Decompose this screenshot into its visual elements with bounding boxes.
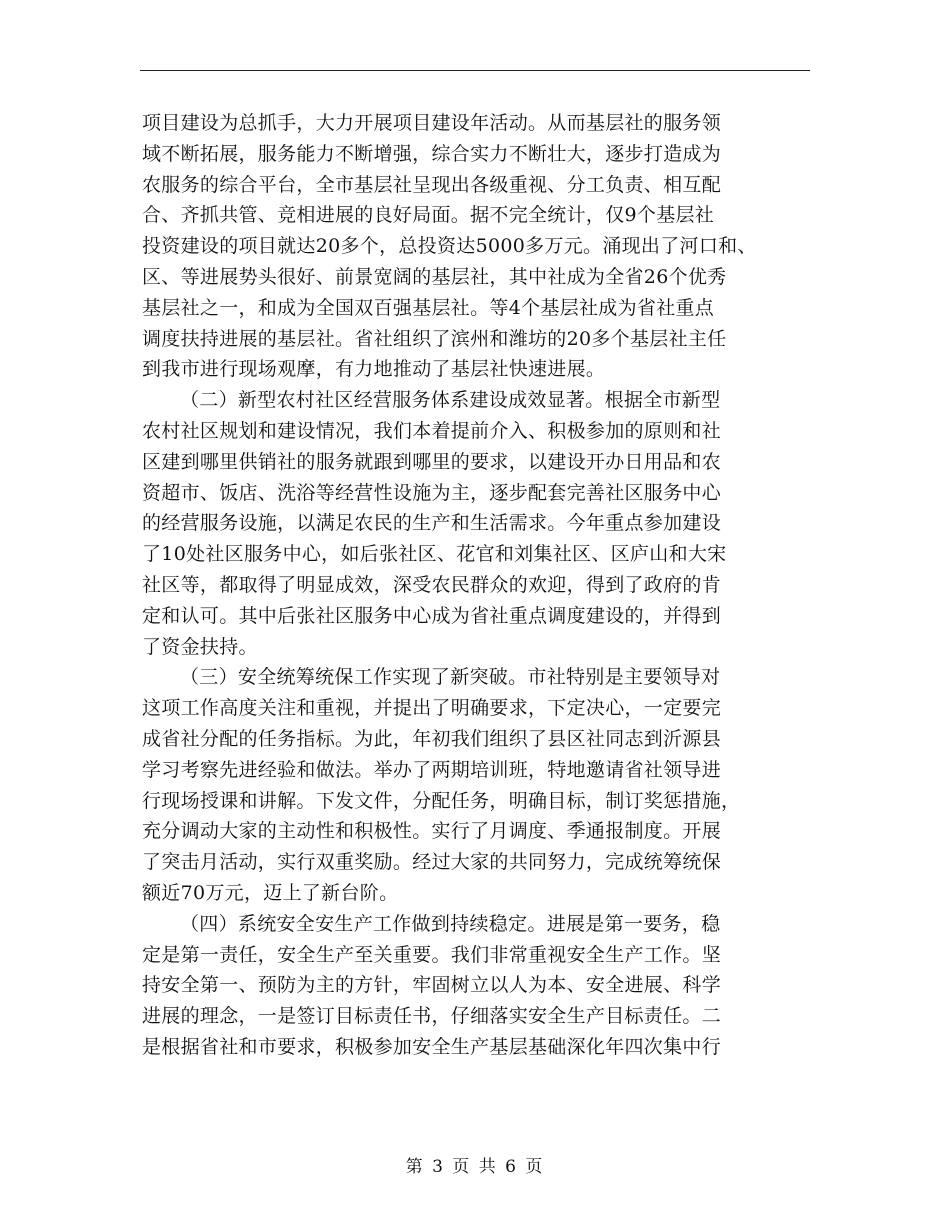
text-line: 了资金扶持。 (142, 635, 258, 658)
text-line: 的经营服务设施，以满足农民的生产和生活需求。今年重点参加建设 (142, 512, 722, 535)
header-rule (140, 70, 810, 71)
text-line: 项目建设为总抓手，大力开展项目建设年活动。从而基层社的服务领 (142, 112, 722, 134)
text-line: 了10处社区服务中心，如后张社区、花官和刘集社区、区庐山和大宋 (142, 543, 727, 566)
text-line: 行现场授课和讲解。下发文件，分配任务，明确目标，制订奖惩措施， (142, 789, 741, 812)
text-line: 到我市进行现场观摩，有力地推动了基层社快速进展。 (142, 358, 606, 381)
text-line: 农村社区规划和建设情况，我们本着提前介入、积极参加的原则和社 (142, 419, 722, 442)
text-line: 学习考察先进经验和做法。举办了两期培训班，特地邀请省社领导进 (142, 758, 722, 781)
text-line: 额近70万元，迈上了新台阶。 (142, 881, 399, 904)
text-line: 基层社之一，和成为全国双百强基层社。等4个基层社成为省社重点 (142, 296, 715, 319)
paragraph-first-line: （三）安全统筹统保工作实现了新突破。市社特别是主要领导对 (180, 666, 721, 689)
text-line: 资超市、饭店、洗浴等经营性设施为主，逐步配套完善社区服务中心 (142, 481, 722, 504)
text-line: 定是第一责任，安全生产至关重要。我们非常重视安全生产工作。坚 (142, 943, 722, 966)
text-line: 这项工作高度关注和重视，并提出了明确要求，下定决心，一定要完 (142, 697, 722, 720)
page-number: 第 3 页 共 6 页 (405, 1157, 545, 1177)
text-line: 进展的理念，一是签订目标责任书，仔细落实安全生产目标责任。二 (142, 1005, 722, 1028)
text-line: 域不断拓展，服务能力不断增强，综合实力不断壮大，逐步打造成为 (142, 142, 722, 165)
text-line: 区、等进展势头很好、前景宽阔的基层社，其中社成为全省26个优秀 (142, 265, 727, 288)
text-line: 社区等，都取得了明显成效，深受农民群众的欢迎，得到了政府的肯 (142, 573, 722, 596)
text-line: 成省社分配的任务指标。为此，年初我们组织了县区社同志到沂源县 (142, 727, 722, 750)
text-line: 投资建设的项目就达20多个，总投资达5000多万元。涌现出了河口和、 (142, 235, 757, 258)
text-line: 定和认可。其中后张社区服务中心成为省社重点调度建设的，并得到 (142, 604, 722, 627)
text-line: 了突击月活动，实行双重奖励。经过大家的共同努力，完成统筹统保 (142, 851, 722, 874)
text-line: 充分调动大家的主动性和积极性。实行了月调度、季通报制度。开展 (142, 820, 722, 843)
text-line: 是根据省社和市要求，积极参加安全生产基层基础深化年四次集中行 (142, 1035, 722, 1058)
paragraph-first-line: （四）系统安全安生产工作做到持续稳定。进展是第一要务，稳 (180, 912, 721, 935)
text-line: 区建到哪里供销社的服务就跟到哪里的要求，以建设开办日用品和农 (142, 450, 722, 473)
paragraph-first-line: （二）新型农村社区经营服务体系建设成效显著。根据全市新型 (180, 389, 721, 412)
text-line: 调度扶持进展的基层社。省社组织了滨州和潍坊的20多个基层社主任 (142, 327, 727, 350)
text-line: 农服务的综合平台，全市基层社呈现出各级重视、分工负责、相互配 (142, 173, 722, 196)
document-body (142, 108, 832, 1063)
text-line: 持安全第一、预防为主的方针，牢固树立以人为本、安全进展、科学 (142, 974, 722, 997)
text-line: 合、齐抓共管、竞相进展的良好局面。据不完全统计，仅9个基层社 (142, 204, 715, 227)
